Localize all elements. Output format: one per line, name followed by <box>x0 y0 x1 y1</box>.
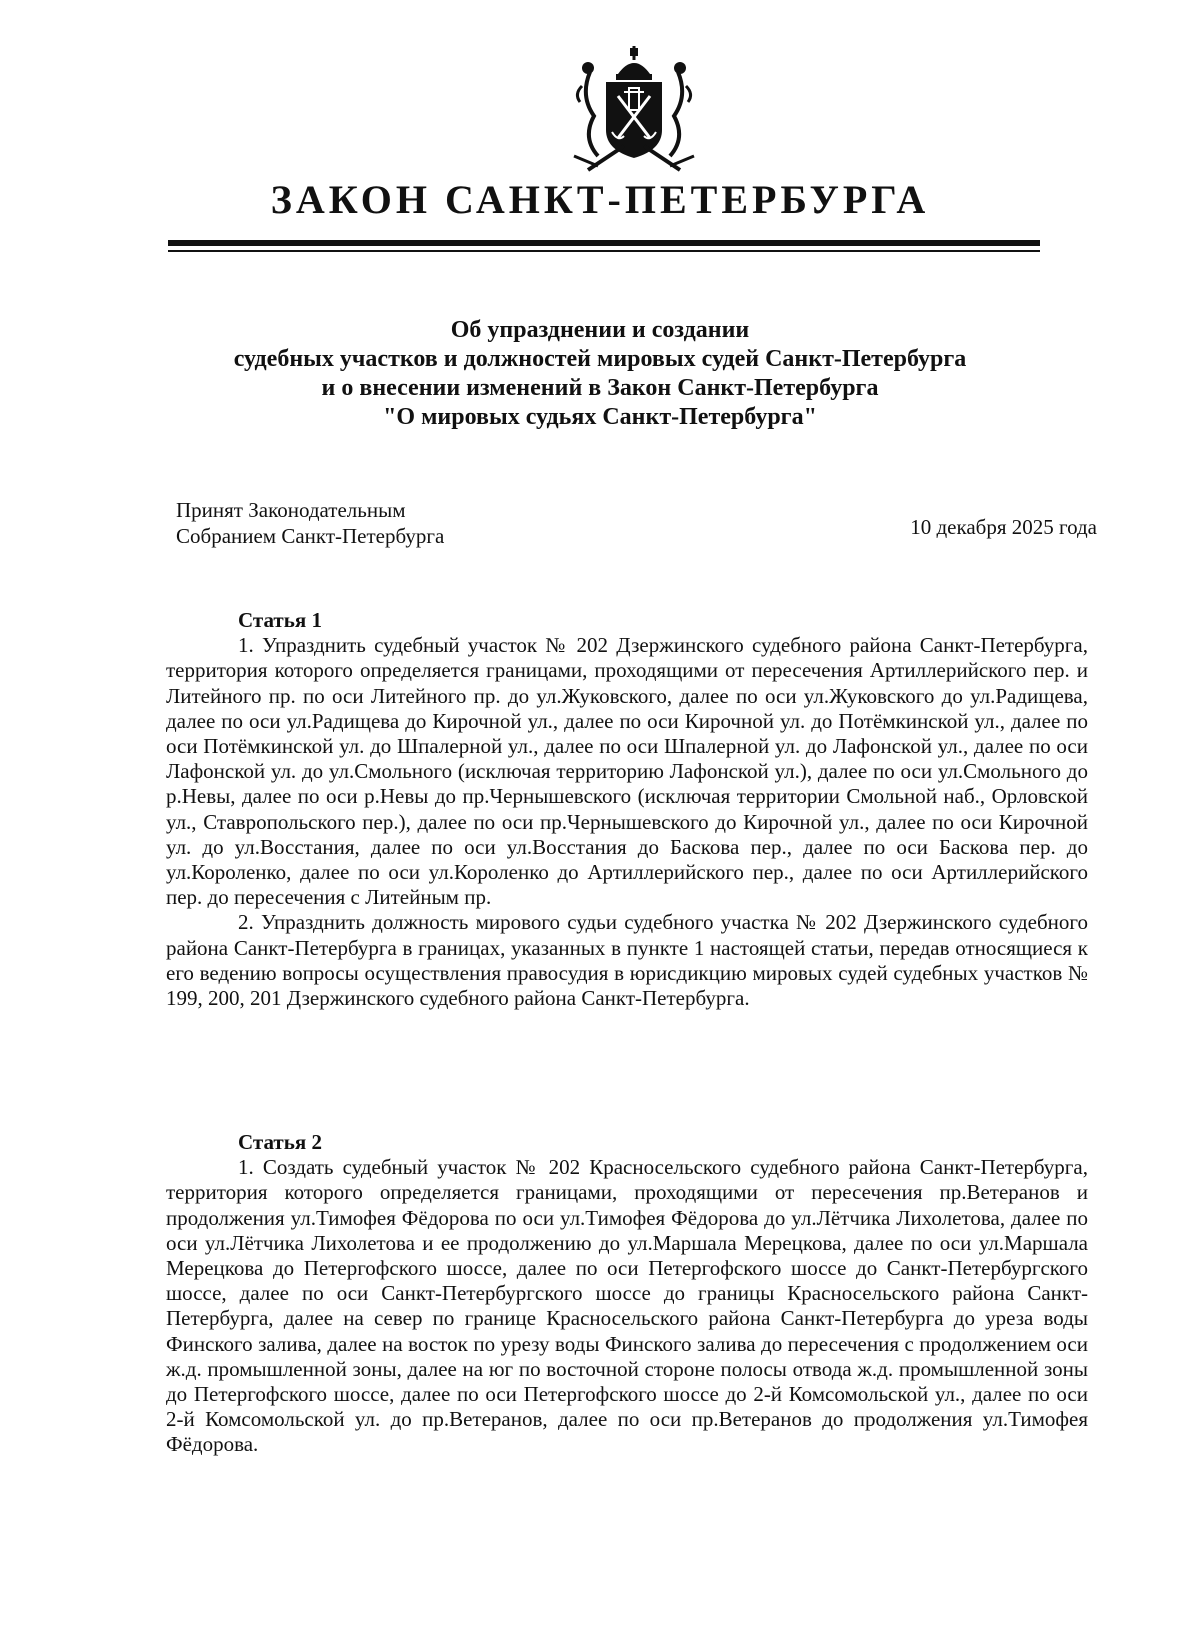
article-title: Статья 2 <box>238 1130 322 1154</box>
saint-petersburg-coat-of-arms-icon <box>568 46 700 174</box>
law-heading <box>150 316 1050 432</box>
article-1 <box>166 608 1088 1011</box>
article-paragraph: 2. Упразднить должность мирового судьи судебного участка № 202 Дзержинского судебного района Санкт-Петербурга в границах, указанных в пункте 1 настоящей статьи, передав относящиеся к его ведению вопросы осуществления правосудия в юрисдикцию мировых судей судебных участков № 199, 200, 201 Дзержинского судебного района Санкт-Петербурга. <box>166 910 1088 1011</box>
heading-line: и о внесении изменений в Закон Санкт-Петербурга <box>321 375 879 401</box>
title-divider-thin <box>168 250 1040 252</box>
title-divider-thick <box>168 240 1040 246</box>
adoption-date: 10 декабря 2025 года <box>910 515 1097 539</box>
article-title: Статья 1 <box>238 608 322 632</box>
adoption-note <box>176 497 444 549</box>
article-paragraph: 1. Упразднить судебный участок № 202 Дзержинского судебного района Санкт-Петербурга, территория которого определяется границами, проходящими от пересечения Артиллерийского пер. и Литейного пр. по оси Литейного пр. до ул.Жуковского, далее по оси ул.Жуковского до ул.Радищева, далее по оси ул.Радищева до Кирочной ул., далее по оси Кирочной ул. до Потёмкинской ул., далее по оси Потёмкинской ул. до Шпалерной ул., далее по оси Шпалерной ул. до Лафонской ул., далее по оси Лафонской ул. до ул.Смольного (исключая территорию Лафонской ул.), далее по оси ул.Смольного до р.Невы, далее по оси р.Невы до пр.Чернышевского (исключая территории Смольной наб., Орловской ул., Ставропольского пер.), далее по оси пр.Чернышевского до Кирочной ул., далее по оси Кирочной ул. до ул.Восстания, далее по оси ул.Восстания до Баскова пер., далее по оси Баскова пер. до ул.Короленко, далее по оси ул.Короленко до Артиллерийского пер., далее по оси Артиллерийского пер. до пересечения с Литейным пр. <box>166 633 1088 910</box>
heading-line: "О мировых судьях Санкт-Петербурга" <box>383 404 817 430</box>
adoption-line: Принят Законодательным <box>176 498 406 522</box>
article-paragraph: 1. Создать судебный участок № 202 Красносельского судебного района Санкт-Петербурга, территория которого определяется границами, проходящими от пересечения пр.Ветеранов и продолжения ул.Тимофея Фёдорова по оси ул.Тимофея Фёдорова до ул.Лётчика Лихолетова, далее по оси ул.Лётчика Лихолетова и ее продолжению до ул.Маршала Мерецкова, далее по оси ул.Маршала Мерецкова до Петергофского шоссе, далее по оси Петергофского шоссе до Санкт-Петербургского шоссе, далее по оси Санкт-Петербургского шоссе до границы Красносельского района Санкт-Петербурга, далее на север по границе Красносельского района Санкт-Петербурга до уреза воды Финского залива, далее на восток по урезу воды Финского залива до пересечения с продолжением оси ж.д. промышленной зоны, далее на юг по восточной стороне полосы отвода ж.д. промышленной зоны до Петергофского шоссе, далее по оси Петергофского шоссе до 2-й Комсомольской ул., далее по оси 2-й Комсомольской ул. до пр.Ветеранов, далее по оси пр.Ветеранов до продолжения ул.Тимофея Фёдорова. <box>166 1155 1088 1457</box>
article-2 <box>166 1130 1088 1458</box>
law-title: ЗАКОН САНКТ-ПЕТЕРБУРГА <box>270 177 930 222</box>
adoption-line: Собранием Санкт-Петербурга <box>176 524 445 548</box>
heading-line: судебных участков и должностей мировых судей Санкт-Петербурга <box>233 346 967 372</box>
heading-line: Об упразднении и создании <box>450 317 750 343</box>
